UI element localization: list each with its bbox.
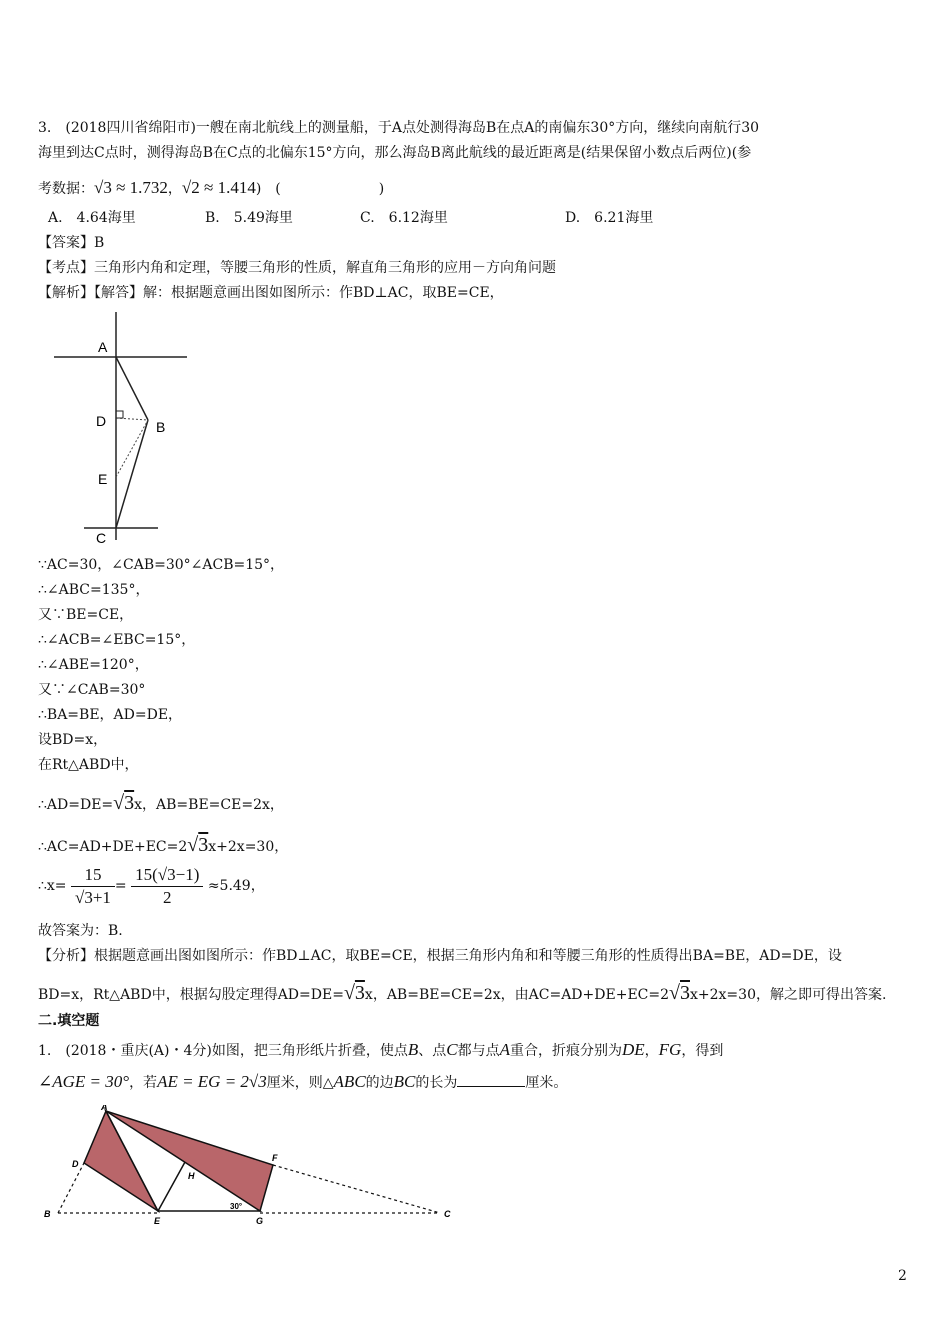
s2-q1-B: B	[407, 1040, 419, 1059]
fig-segment-be	[116, 420, 148, 477]
q3-figure	[50, 310, 195, 545]
q3-fenxi-line1: 【分析】根据题意画出图如图所示：作BD⊥AC，取BE=CE，根据三角形内角和和等腰三角形的性质得出BA=BE，AD=DE，设	[38, 948, 842, 964]
sqrt3-c: √3	[343, 982, 365, 1004]
q3-line3	[38, 178, 384, 199]
fold-label-f: F	[272, 1153, 278, 1163]
q3-line1: 3. (2018四川省绵阳市)一艘在南北航线上的测量船，于A点处测得海岛B在点A的南偏东30°方向，继续向南航行30	[38, 120, 760, 136]
step-ac-suffix: x+2x=30，	[208, 839, 289, 855]
s2-q1-line2	[38, 1070, 567, 1095]
s2-q1-DE: DE	[621, 1040, 645, 1059]
q3-ref-sep: ，	[167, 181, 182, 197]
s2-q1-C: C	[446, 1040, 458, 1059]
q3-step-5: ∴∠ABE=120°，	[38, 657, 149, 673]
fold-label-a: A	[101, 1105, 108, 1112]
s2-q1-c: 都与点	[457, 1043, 500, 1059]
fig-label-e: E	[98, 471, 108, 487]
s2-q1-line1	[38, 1038, 723, 1063]
s2-q1-b: 、点	[418, 1043, 447, 1059]
s2-q1-BC: BC	[393, 1072, 416, 1091]
q3-step-x	[38, 860, 265, 912]
q3-ref-prefix: 考数据：	[38, 181, 94, 197]
fenxi2-b: x，AB=BE=CE=2x，由AC=AD+DE+EC=2	[364, 987, 670, 1003]
sqrt3-a-radicand: 3	[124, 792, 135, 814]
q3-option-d: D. 6.21海里	[565, 210, 654, 226]
fig-segment-bc	[116, 420, 148, 528]
fenxi2-a: BD=x，Rt△ABD中，根据勾股定理得AD=DE=	[38, 987, 344, 1003]
sqrt3-c-radicand: 3	[354, 982, 365, 1004]
q3-conclusion: 故答案为：B.	[38, 923, 123, 939]
s2-q1-j: 的长为	[415, 1075, 458, 1091]
s2-q1-h: 厘米，则△	[266, 1075, 334, 1091]
fraction-1-den: √3+1	[75, 887, 111, 907]
step-ac-prefix: ∴AC=AD+DE+EC=2	[38, 839, 188, 855]
sqrt3-d: √3	[669, 982, 690, 1004]
q3-step-7: ∴BA=BE，AD=DE，	[38, 707, 183, 723]
fold-label-b: B	[44, 1209, 51, 1219]
fraction-2-num: 15(√3−1)	[131, 864, 203, 887]
s2-q1-g: ，若	[129, 1075, 158, 1091]
s2-q1-i: 的边	[365, 1075, 394, 1091]
q3-step-ac	[38, 832, 288, 860]
s2-q1-a: 1. (2018・重庆(A)・4分)如图，把三角形纸片折叠，使点	[38, 1043, 408, 1059]
q3-step-3: 又∵BE=CE，	[38, 607, 134, 623]
sqrt3-a: √3	[113, 792, 135, 814]
q3-ref2: √2 ≈ 1.414	[181, 178, 256, 197]
q3-step-9: 在Rt△ABD中，	[38, 757, 139, 773]
s2-q1-FG: FG	[658, 1040, 682, 1059]
fold-label-30: 30°	[230, 1202, 243, 1211]
s2-q1-d: 重合，折痕分别为	[509, 1043, 622, 1059]
q3-option-c: C. 6.12海里	[360, 210, 448, 226]
q3-answer: 【答案】B	[38, 235, 105, 251]
fig-label-b: B	[156, 419, 166, 435]
fraction-1	[71, 864, 115, 909]
step-ad-suffix: x，AB=BE=CE=2x，	[134, 797, 284, 813]
q3-ref-suffix: ) ( )	[255, 181, 385, 197]
page-number: 2	[898, 1268, 907, 1284]
section-title: 二.填空题	[38, 1013, 100, 1029]
fig-label-d: D	[96, 413, 107, 429]
fold-line-dashed-fc	[273, 1165, 440, 1213]
answer-blank[interactable]	[457, 1072, 525, 1087]
fold-line-dashed-bd	[58, 1163, 84, 1213]
fold-label-d: D	[72, 1159, 79, 1169]
sqrt3-d-radicand: 3	[680, 982, 690, 1004]
q3-step-4: ∴∠ACB=∠EBC=15°，	[38, 632, 196, 648]
q3-step-ad	[38, 790, 284, 818]
fig-label-a: A	[98, 339, 108, 355]
fenxi2-c: x+2x=30，解之即可得出答案.	[690, 987, 887, 1003]
q3-step-6: 又∵∠CAB=30°	[38, 682, 146, 698]
s2-q1-k: 厘米。	[525, 1075, 568, 1091]
fraction-2-den: 2	[162, 887, 172, 907]
sqrt3-b-radicand: 3	[198, 834, 209, 856]
q3-analysis: 【解析】【解答】解：根据题意画出图如图所示：作BD⊥AC，取BE=CE，	[38, 285, 504, 301]
fold-label-e: E	[154, 1216, 161, 1225]
step-ad-prefix: ∴AD=DE=	[38, 797, 114, 813]
q3-ref1: √3 ≈ 1.732	[94, 178, 168, 197]
s2-q1-f: ，得到	[681, 1043, 724, 1059]
fraction-1-num: 15	[71, 864, 115, 887]
s2-q1-e: ，	[644, 1043, 659, 1059]
q3-option-b: B. 5.49海里	[205, 210, 293, 226]
step-x-prefix: ∴x=	[38, 878, 67, 894]
fold-figure	[40, 1105, 465, 1225]
q3-step-8: 设BD=x，	[38, 732, 108, 748]
q3-step-1: ∵AC=30，∠CAB=30°∠ACB=15°，	[38, 557, 285, 573]
step-x-equals: =	[114, 878, 127, 894]
fraction-2	[131, 864, 203, 909]
fig-label-c: C	[96, 530, 107, 545]
fold-label-h: H	[188, 1171, 195, 1181]
q3-fenxi-line2	[38, 980, 886, 1008]
fold-label-g: G	[256, 1216, 264, 1225]
step-x-suffix: ≈5.49，	[207, 878, 265, 894]
q3-line2: 海里到达C点时，测得海岛B在C点的北偏东15°方向，那么海岛B离此航线的最近距离是(结果保留小数点后两位)(参	[38, 145, 752, 161]
fold-label-c: C	[444, 1209, 451, 1219]
sqrt3-b: √3	[187, 834, 209, 856]
fig-right-angle-mark	[116, 411, 123, 418]
s2-q1-A: A	[499, 1040, 510, 1059]
q3-point: 【考点】三角形内角和定理，等腰三角形的性质，解直角三角形的应用－方向角问题	[38, 260, 556, 276]
s2-q1-eq: AE = EG = 2√3	[157, 1072, 267, 1091]
q3-step-2: ∴∠ABC=135°，	[38, 582, 150, 598]
q3-option-a: A. 4.64海里	[48, 210, 136, 226]
s2-q1-ABC: ABC	[333, 1072, 366, 1091]
s2-q1-angle: ∠AGE = 30°	[38, 1072, 130, 1091]
